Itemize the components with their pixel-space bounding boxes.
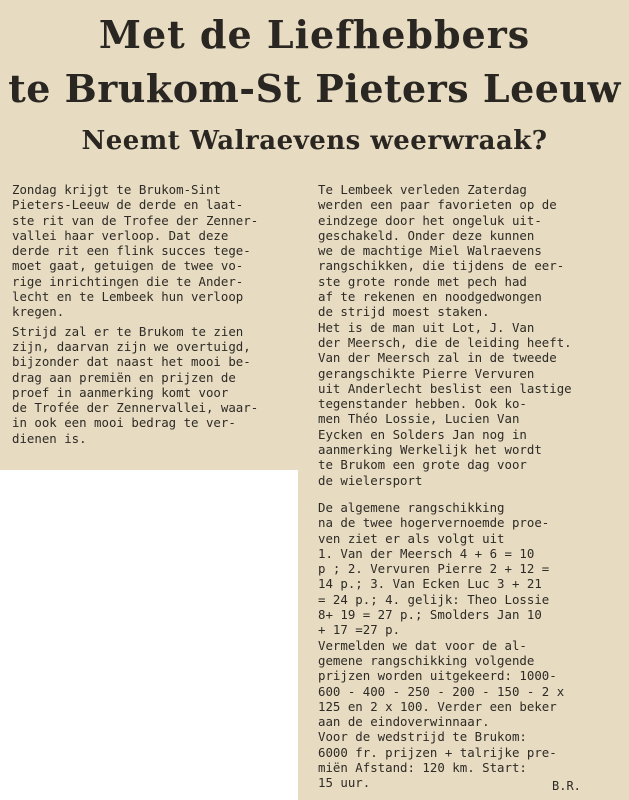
article-left-column <box>12 182 302 446</box>
text-line: rige inrichtingen die te Ander- <box>12 273 244 289</box>
text-line: Het is de man uit Lot, J. Van <box>318 319 535 335</box>
text-line: men Théo Lossie, Lucien Van <box>318 411 520 427</box>
text-line: gerangschikte Pierre Vervuren <box>318 365 535 381</box>
text-line: de Trofée der Zennervallei, waar- <box>12 400 259 416</box>
text-line: zijn, daarvan zijn we overtuigd, <box>12 338 251 354</box>
headline-line-2: te Brukom-St Pieters Leeuw <box>8 66 621 111</box>
text-line: 6000 fr. prijzen + talrijke pre- <box>318 744 557 760</box>
text-line: bijzonder dat naast het mooi be- <box>12 354 251 370</box>
text-line: geschakeld. Onder deze kunnen <box>318 227 535 243</box>
text-line: rangschikken, die tijdens de eer- <box>318 258 565 274</box>
text-line: uit Anderlecht beslist een lastige <box>318 380 572 396</box>
text-line: aan de eindoverwinnaar. <box>318 714 490 730</box>
text-line: p ; 2. Vervuren Pierre 2 + 12 = <box>318 561 550 577</box>
text-line: Vermelden we dat voor de al- <box>318 637 527 653</box>
text-line: drag aan premiën en prijzen de <box>12 369 236 385</box>
headline-subtitle: Neemt Walraevens weerwraak? <box>81 126 548 156</box>
text-line: werden een paar favorieten op de <box>318 197 557 213</box>
text-line: miën Afstand: 120 km. Start: <box>318 760 527 776</box>
text-line: + 17 =27 p. <box>318 622 401 638</box>
text-line: gemene rangschikking volgende <box>318 652 535 668</box>
text-line: Van der Meersch zal in de tweede <box>318 350 557 366</box>
text-line: ste rit van de Trofee der Zenner- <box>12 212 259 228</box>
text-line: der Meersch, die de leiding heeft. <box>318 334 572 350</box>
text-line: tegenstander hebben. Ook ko- <box>318 396 527 412</box>
text-line: na de twee hogervernoemde proe- <box>318 515 550 531</box>
text-line: kregen. <box>12 304 65 320</box>
text-line: Zondag krijgt te Brukom-Sint <box>12 182 221 197</box>
text-line: de wielersport <box>318 472 423 488</box>
text-line: ven ziet er als volgt uit <box>318 530 505 546</box>
headline-line-1: Met de Liefhebbers <box>98 12 531 57</box>
text-line: lecht en te Lembeek hun verloop <box>12 289 244 305</box>
text-line: prijzen worden uitgekeerd: 1000- <box>318 668 557 684</box>
text-line: vallei haar verloop. Dat deze <box>12 227 229 243</box>
text-line: Pieters-Leeuw de derde en laat- <box>12 197 244 213</box>
text-line: 15 uur. <box>318 775 371 791</box>
article-right-column-top <box>318 182 626 488</box>
text-line: 1. Van der Meersch 4 + 6 = 10 <box>318 545 535 561</box>
text-line: 8+ 19 = 27 p.; Smolders Jan 10 <box>318 607 542 623</box>
text-line: af te rekenen en noodgedwongen <box>318 289 542 305</box>
text-line: in ook een mooi bedrag te ver- <box>12 415 236 431</box>
text-line: De algemene rangschikking <box>318 500 505 515</box>
text-line: 125 en 2 x 100. Verder een beker <box>318 698 557 714</box>
text-line: Te Lembeek verleden Zaterdag <box>318 182 527 197</box>
text-line: 600 - 400 - 250 - 200 - 150 - 2 x <box>318 683 565 699</box>
text-line: dienen is. <box>12 430 87 446</box>
text-line: Voor de wedstrijd te Brukom: <box>318 729 527 745</box>
text-line: Eycken en Solders Jan nog in <box>318 426 527 442</box>
text-line: proef in aanmerking komt voor <box>12 384 229 400</box>
text-line: derde rit een flink succes tege- <box>12 243 251 259</box>
text-line: de strijd moest staken. <box>318 304 490 320</box>
text-line: eindzege door het ongeluk uit- <box>318 212 542 228</box>
text-line: te Brukom een grote dag voor <box>318 457 527 473</box>
article-right-column-bottom <box>318 500 626 791</box>
text-line: = 24 p.; 4. gelijk: Theo Lossie <box>318 591 550 607</box>
text-line: aanmerking Werkelijk het wordt <box>318 442 542 458</box>
text-line: Strijd zal er te Brukom te zien <box>12 323 244 339</box>
text-line: ste grote ronde met pech had <box>318 273 527 289</box>
text-line: 14 p.; 3. Van Ecken Luc 3 + 21 <box>318 576 542 592</box>
text-line: moet gaat, getuigen de twee vo- <box>12 258 244 274</box>
author-signature: B.R. <box>552 779 581 793</box>
text-line: we de machtige Miel Walraevens <box>318 243 542 259</box>
